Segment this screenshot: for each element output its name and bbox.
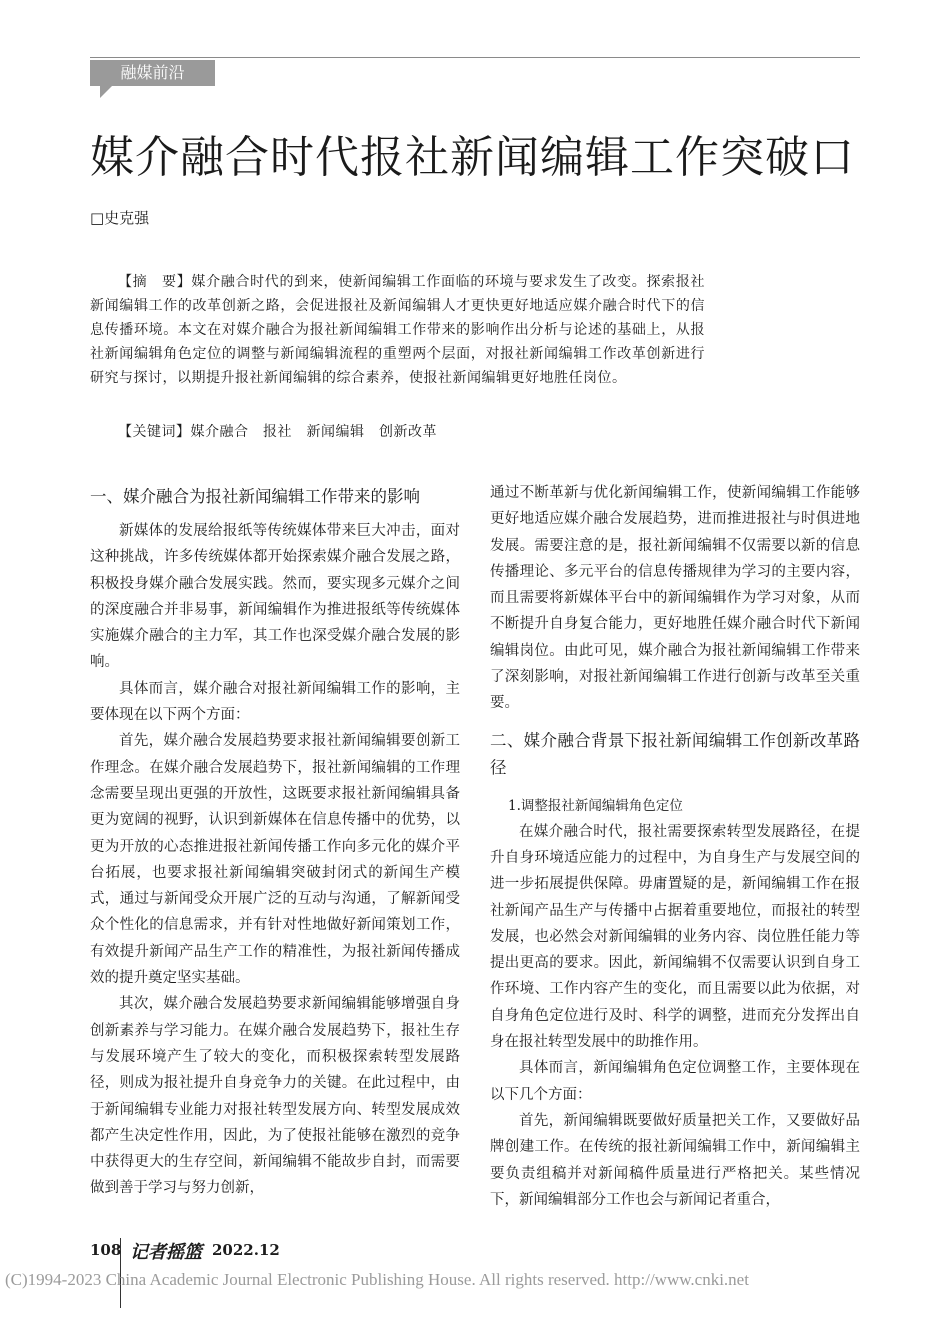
- column-tag: 融媒前沿: [90, 60, 215, 86]
- keywords-label: 【关键词】: [118, 424, 191, 440]
- copyright-watermark: (C)1994-2023 China Academic Journal Electronic Publishing House. All rights reserved. http://www.cnki.net: [5, 1270, 749, 1289]
- paragraph: 具体而言，新闻编辑角色定位调整工作，主要体现在以下几个方面：: [490, 1060, 860, 1103]
- abstract: [90, 270, 705, 390]
- paragraph: 首先，新闻编辑既要做好质量把关工作，又要做好品牌创建工作。在传统的报社新闻编辑工作中，新闻编辑主要负责组稿并对新闻稿件质量进行严格把关。某些情况下，新闻编辑部分工作也会与新闻记者重合，: [490, 1112, 860, 1208]
- paragraph: 在媒介融合时代，报社需要探索转型发展路径，在提升自身环境适应能力的过程中，为自身生产与发展空间的进一步拓展提供保障。毋庸置疑的是，新闻编辑工作在报社新闻产品生产与传播中占据着重要地位，而报社的转型发展，也必然会对新闻编辑的业务内容、岗位胜任能力等提出更高的要求。因此，新闻编辑不仅需要认识到自身工作环境、工作内容产生的变化，而且需要以此为依据，对自身角色定位进行及时、科学的调整，进而充分发挥出自身在报社转型发展中的助推作用。: [490, 823, 860, 1051]
- section-heading-1: 一、媒介融合为报社新闻编辑工作带来的影响: [90, 487, 420, 506]
- paragraph: 新媒体的发展给报纸等传统媒体带来巨大冲击，面对这种挑战，许多传统媒体都开始探索媒介融合发展之路，积极投身媒介融合发展实践。然而，要实现多元媒介之间的深度融合并非易事，新闻编辑作为推进报纸等传统媒体实施媒介融合的主力军，其工作也深受媒介融合发展的影响。: [90, 523, 460, 671]
- section-heading-2: 二、媒介融合背景下报社新闻编辑工作创新改革路径: [490, 730, 860, 777]
- page-number: 108: [90, 1241, 122, 1259]
- issue-number: 2022.12: [212, 1241, 280, 1259]
- abstract-label: 【摘 要】: [118, 274, 192, 290]
- abstract-text: 媒介融合时代的到来，使新闻编辑工作面临的环境与要求发生了改变。探索报社新闻编辑工作的改革创新之路，会促进报社及新闻编辑人才更快更好地适应媒介融合时代下的信息传播环境。本文在对媒介融合为报社新闻编辑工作带来的影响作出分析与论述的基础上，从报社新闻编辑角色定位的调整与新闻编辑流程的重塑两个层面，对报社新闻编辑工作改革创新进行研究与探讨，以期提升报社新闻编辑的综合素养，使报社新闻编辑更好地胜任岗位。: [90, 274, 706, 386]
- right-column: [490, 480, 860, 1213]
- left-column: [90, 483, 460, 1202]
- journal-name: 记者摇篮: [130, 1242, 202, 1263]
- paragraph: 通过不断革新与优化新闻编辑工作，使新闻编辑工作能够更好地适应媒介融合发展趋势，进而推进报社与时俱进地发展。需要注意的是，报社新闻编辑不仅需要以新的信息传播理论、多元平台的信息传播规律为学习的主要内容，而且需要将新媒体平台中的新闻编辑作为学习对象，从而不断提升自身复合能力，更好地胜任媒介融合时代下新闻编辑岗位。由此可见，媒介融合为报社新闻编辑工作带来了深刻影响，对报社新闻编辑工作进行创新与改革至关重要。: [490, 485, 860, 712]
- article-title: 媒介融合时代报社新闻编辑工作突破口: [90, 132, 855, 183]
- keywords: [118, 420, 708, 444]
- column-tag-tail: [100, 86, 112, 98]
- paragraph: 具体而言，媒介融合对报社新闻编辑工作的影响，主要体现在以下两个方面：: [90, 680, 460, 724]
- author: □史克强: [90, 209, 150, 227]
- subsection-heading: 1.调整报社新闻编辑角色定位: [508, 797, 683, 814]
- paragraph: 其次，媒介融合发展趋势要求新闻编辑能够增强自身创新素养与学习能力。在媒介融合发展趋势下，报社生存与发展环境产生了较大的变化，而积极探索转型发展路径，则成为报社提升自身竞争力的关键。在此过程中，由于新闻编辑专业能力对报社转型发展方向、转型发展成效都产生决定性作用，因此，为了使报社能够在激烈的竞争中获得更大的生存空间，新闻编辑不能故步自封，而需要做到善于学习与努力创新，: [90, 996, 460, 1197]
- top-rule: [90, 57, 860, 58]
- keywords-text: 媒介融合 报社 新闻编辑 创新改革: [190, 424, 437, 440]
- paragraph: 首先，媒介融合发展趋势要求报社新闻编辑要创新工作理念。在媒介融合发展趋势下，报社新闻编辑的工作理念需要呈现出更强的开放性，这既要求报社新闻编辑具备更为宽阔的视野，认识到新媒体在信息传播中的优势，以更为开放的心态推进报社新闻传播工作向多元化的媒介平台拓展，也要求报社新闻编辑突破封闭式的新闻生产模式，通过与新闻受众开展广泛的互动与沟通，了解新闻受众个性化的信息需求，并有针对性地做好新闻策划工作，有效提升新闻产品生产工作的精准性，为报社新闻传播成效的提升奠定坚实基础。: [90, 733, 460, 987]
